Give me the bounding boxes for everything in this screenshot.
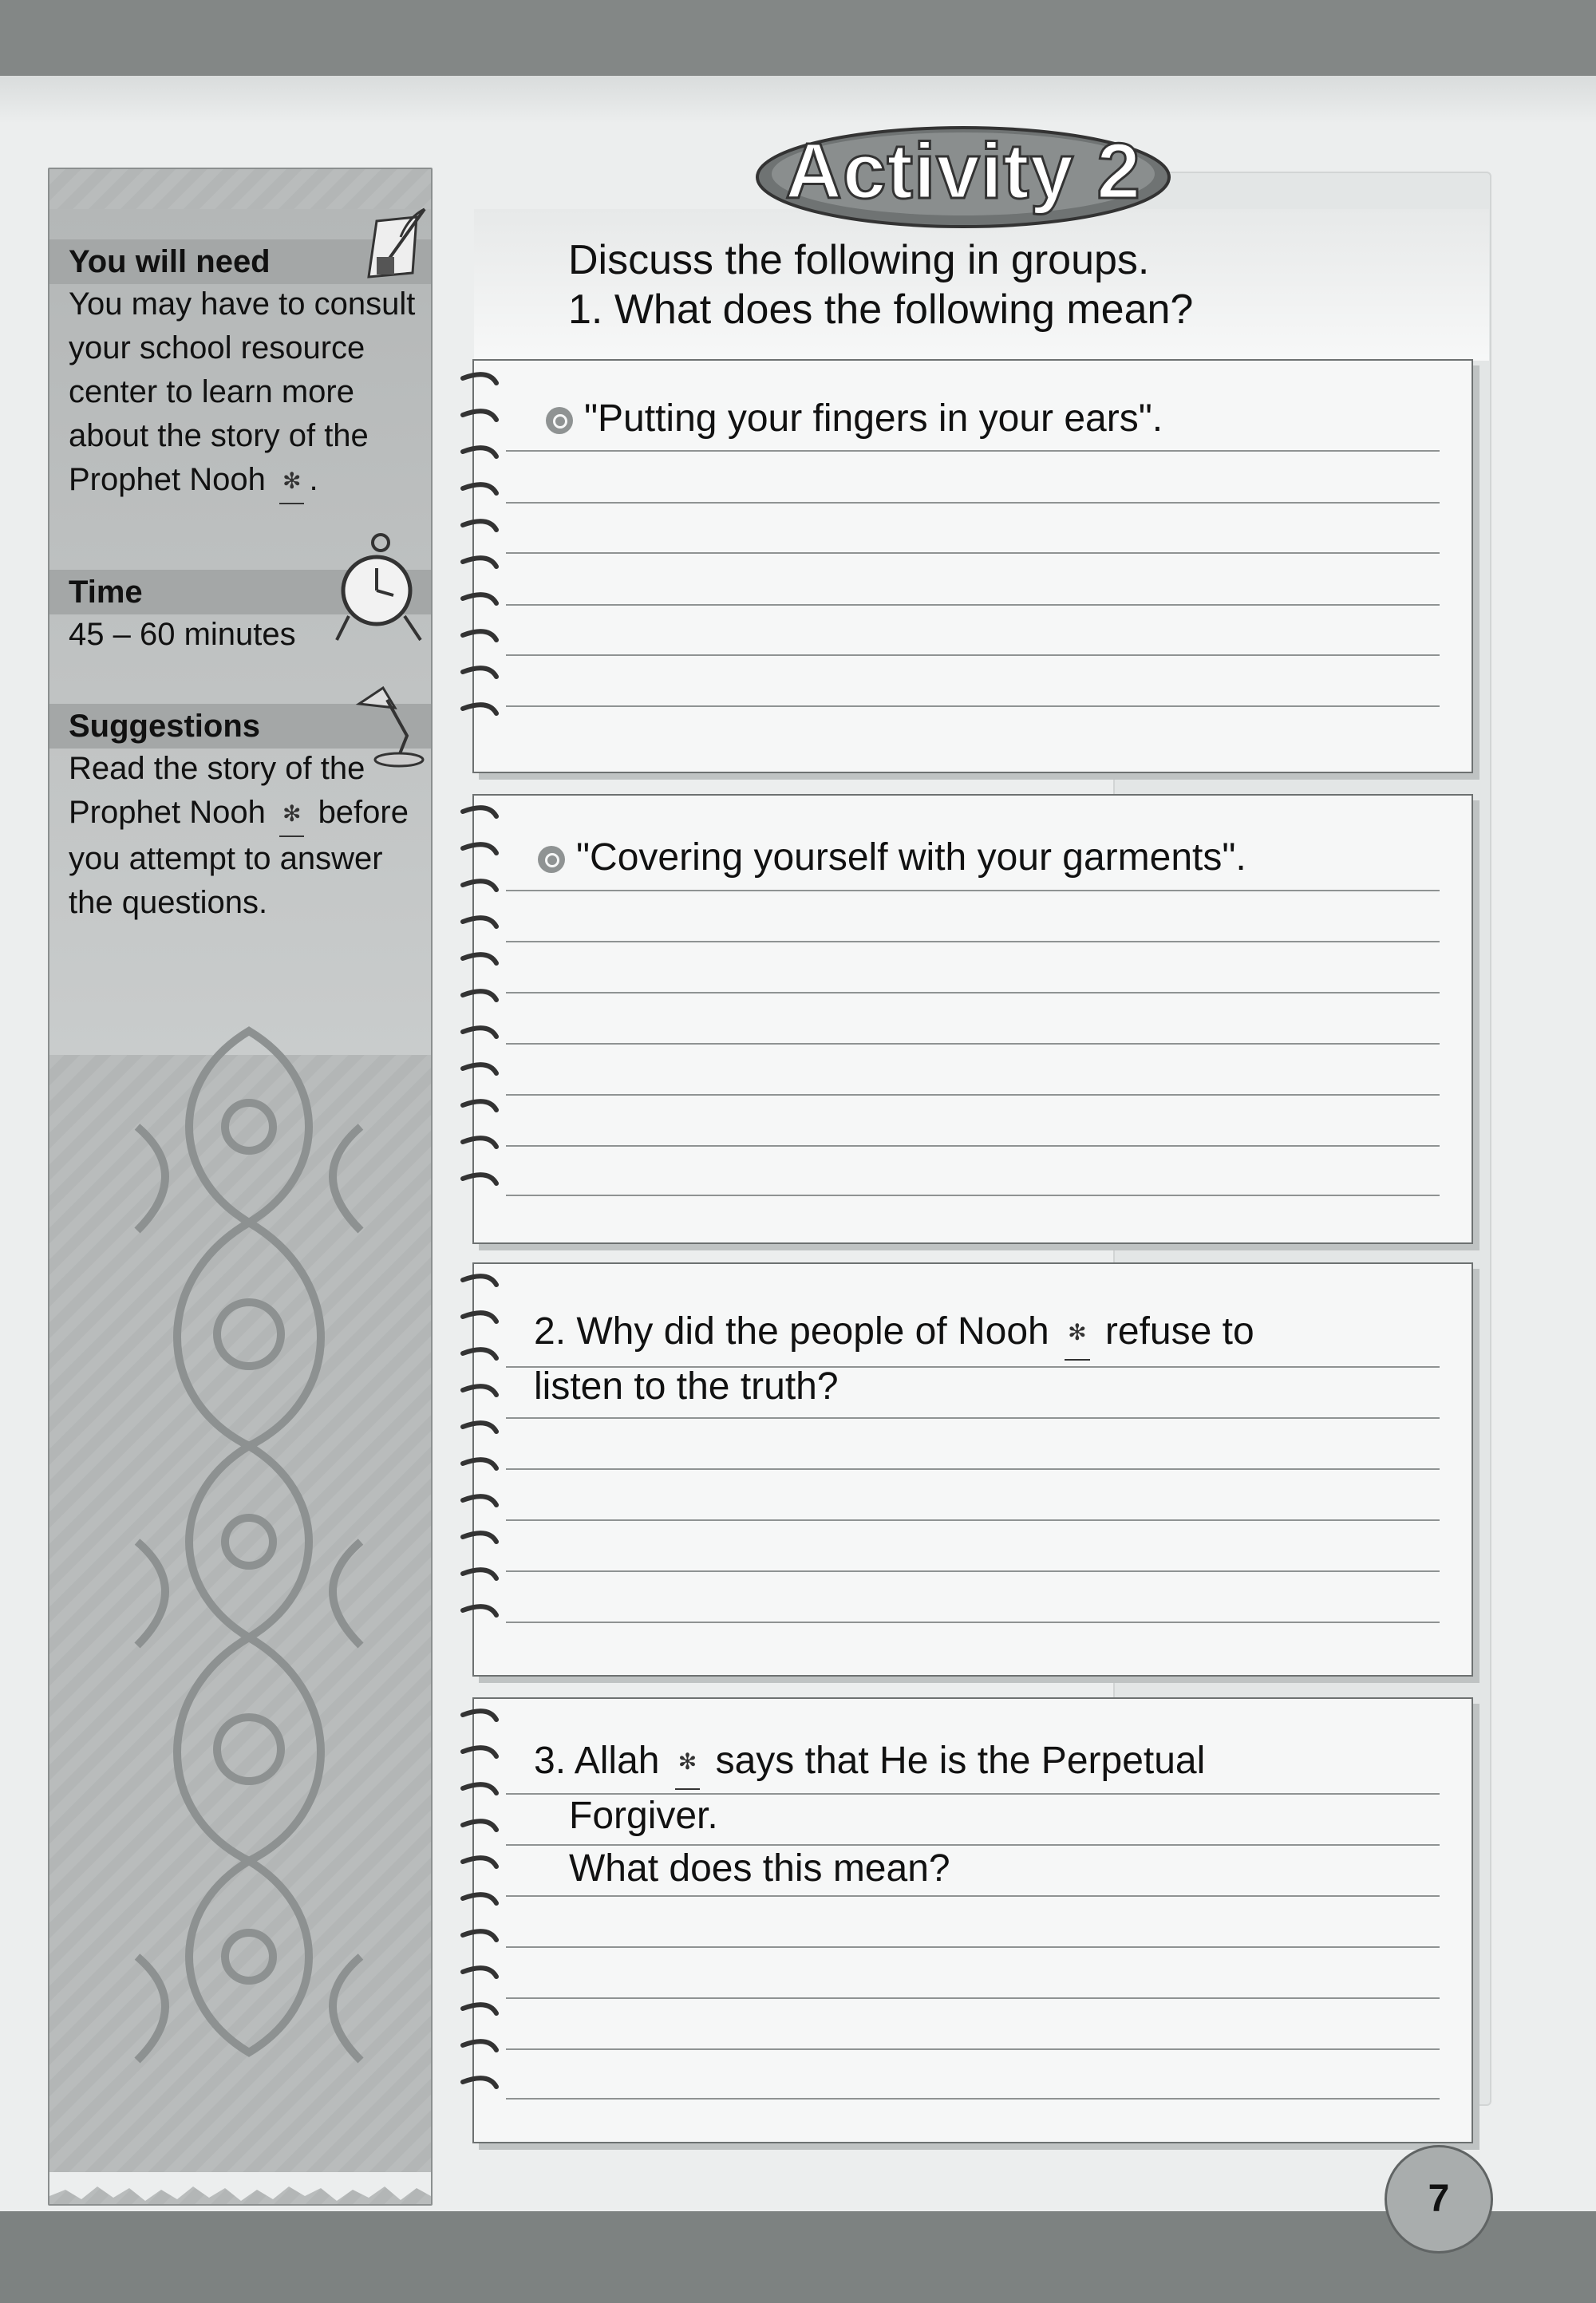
answer-card-1 — [472, 359, 1473, 773]
top-band — [0, 76, 1596, 124]
arabesque-ornament — [121, 1015, 377, 2132]
honorific-seal: ✻ — [279, 792, 304, 837]
answer-card-4 — [472, 1697, 1473, 2143]
you-will-need-title: You will need — [69, 244, 271, 279]
question-3-text-d: What does this mean? — [569, 1847, 950, 1890]
spiral-binding-2 — [456, 802, 504, 1221]
activity-header-panel — [474, 209, 1489, 361]
spiral-binding-4 — [456, 1705, 504, 2124]
spiral-bullet-icon — [546, 407, 573, 434]
question-2-text-c: listen to the truth? — [534, 1365, 839, 1408]
page-number: 7 — [1385, 2145, 1493, 2254]
question-2-text-a: 2. Why did the people of Nooh — [534, 1310, 1049, 1353]
question-3-text-c: Forgiver. — [569, 1795, 718, 1838]
question-3-text-b: says that He is the Perpetual — [715, 1740, 1206, 1782]
spiral-bullet-icon — [538, 846, 565, 873]
time-title: Time — [69, 575, 143, 610]
question-2-text-b: refuse to — [1104, 1310, 1254, 1353]
honorific-seal: ✻ — [279, 459, 304, 504]
suggestions-text-2: before you attempt to answer the questions. — [69, 795, 409, 920]
intro-line-2: 1. What does the following mean? — [568, 286, 1194, 333]
question-3-text-a: 3. Allah — [534, 1740, 660, 1782]
sidebar: You will need You may have to consult your school resource center to learn more about the story of the Prophet Nooh ✻ . Time 45 – 60 minutes Suggestions Read the story of the Prophet Nooh ✻ before you attempt to answer the questions. — [48, 168, 433, 2206]
spiral-binding-3 — [456, 1270, 504, 1649]
suggestions-title: Suggestions — [69, 709, 261, 744]
question-1a-text: "Putting your fingers in your ears". — [584, 397, 1163, 440]
bottom-bar — [0, 2211, 1596, 2303]
you-will-need-text: You may have to consult your school resource center to learn more about the story of the Prophet Nooh — [69, 286, 416, 497]
honorific-seal: ✻ — [675, 1736, 700, 1790]
top-bar — [0, 0, 1596, 76]
activity-title: Activity 2 — [785, 127, 1141, 215]
honorific-seal: ✻ — [1065, 1306, 1089, 1361]
question-1b-text: "Covering yourself with your garments". — [576, 836, 1246, 879]
intro-line-1: Discuss the following in groups. — [568, 237, 1150, 283]
spiral-binding-1 — [456, 369, 504, 740]
suggestions-text-1: Read the story of the Prophet Nooh — [69, 751, 365, 830]
quill-paper-icon — [353, 201, 433, 289]
time-text: 45 – 60 minutes — [69, 617, 296, 652]
answer-card-3 — [472, 1262, 1473, 1677]
answer-card-2 — [472, 794, 1473, 1244]
torn-edge — [49, 2172, 431, 2204]
